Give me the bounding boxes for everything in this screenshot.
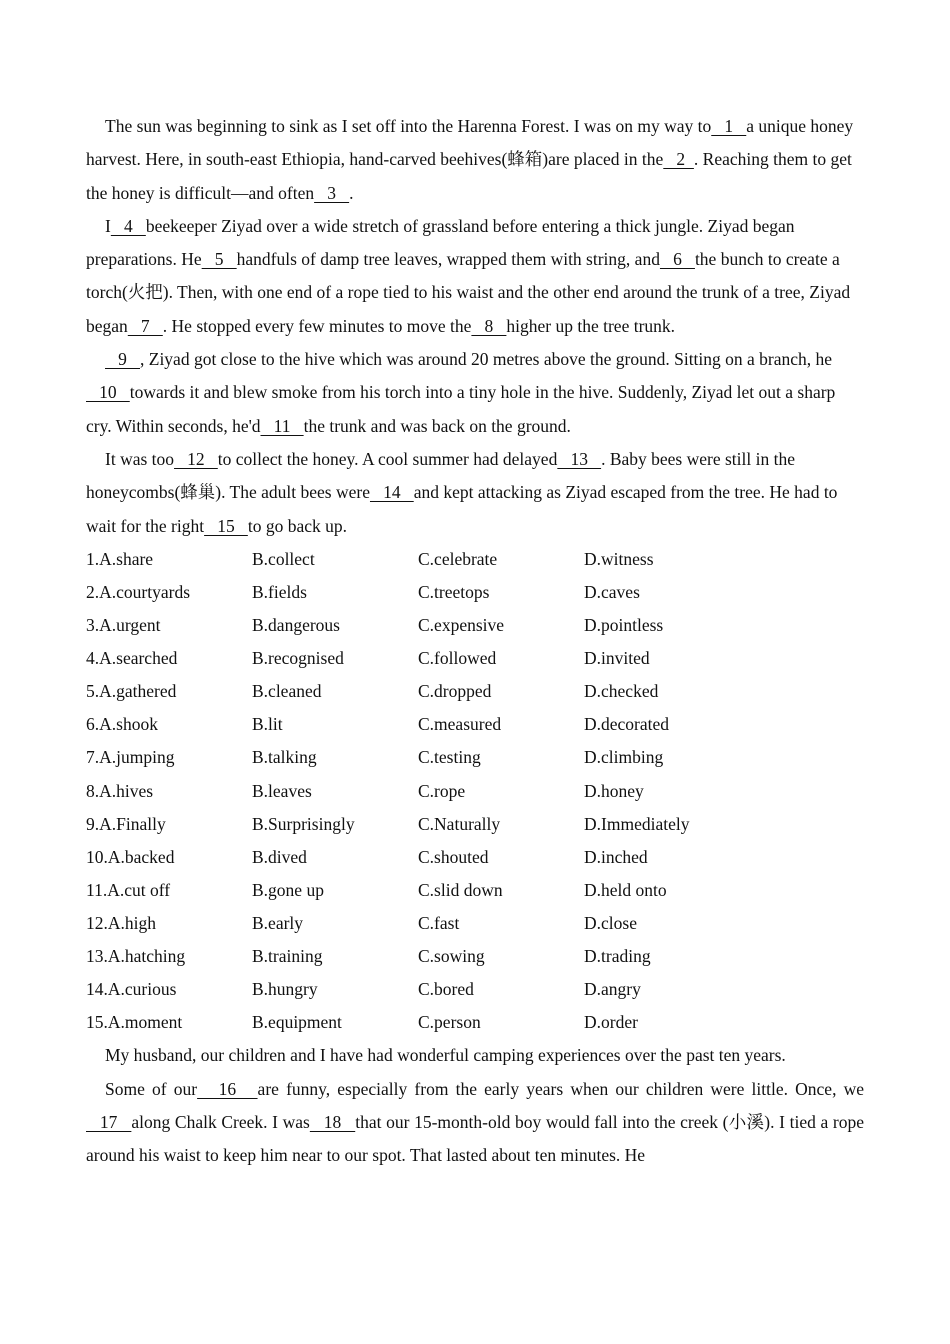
passage1-paragraph-1 bbox=[86, 110, 864, 210]
answer-blank: 16 bbox=[197, 1078, 258, 1099]
passage-text: . Reaching them to get the honey is difficult—and often bbox=[86, 149, 852, 203]
option-row-15 bbox=[86, 1006, 864, 1039]
option-choice: B.early bbox=[252, 912, 304, 933]
option-choice: D.inched bbox=[584, 846, 648, 867]
option-row-14 bbox=[86, 973, 864, 1006]
option-choice: D.Immediately bbox=[584, 813, 690, 834]
option-choice: 1.A.share bbox=[86, 548, 154, 569]
passage-text: that our 15-month-old boy would fall into the creek (小溪). I tied a rope around his waist to keep him near to our spot. That lasted about ten minutes. He bbox=[86, 1111, 864, 1166]
option-choice: D.close bbox=[584, 912, 637, 933]
option-choice: C.testing bbox=[418, 747, 481, 768]
option-choice: C.person bbox=[418, 1012, 481, 1033]
option-choice: D.climbing bbox=[584, 747, 664, 768]
option-choice: C.celebrate bbox=[418, 548, 498, 569]
option-choice: 3.A.urgent bbox=[86, 615, 161, 636]
option-row-1 bbox=[86, 543, 864, 576]
option-choice: B.equipment bbox=[252, 1012, 342, 1033]
passage-harenna-forest bbox=[86, 110, 864, 543]
passage-text: are funny, especially from the early years when our children were little. Once, we bbox=[257, 1078, 865, 1099]
option-choice: C.shouted bbox=[418, 846, 489, 867]
answer-blank: 2 bbox=[663, 149, 694, 170]
option-choice: 4.A.searched bbox=[86, 648, 178, 669]
passage-text: handfuls of damp tree leaves, wrapped them with string, and bbox=[236, 249, 660, 270]
passage2-paragraph-1 bbox=[86, 1073, 864, 1173]
option-choice: 2.A.courtyards bbox=[86, 581, 191, 602]
option-choice: C.fast bbox=[418, 912, 460, 933]
option-choice: C.measured bbox=[418, 714, 502, 735]
option-row-9 bbox=[86, 808, 864, 841]
option-choice: B.lit bbox=[252, 714, 283, 735]
option-choice: B.fields bbox=[252, 581, 307, 602]
answer-blank: 11 bbox=[260, 415, 304, 436]
passage-text: higher up the tree trunk. bbox=[506, 315, 676, 336]
passage-text: and kept attacking as Ziyad escaped from the tree. He had to wait for the right bbox=[86, 482, 838, 536]
option-choice: 9.A.Finally bbox=[86, 813, 166, 834]
answer-blank: 15 bbox=[204, 515, 248, 536]
option-choice: B.collect bbox=[252, 548, 315, 569]
option-choice: D.decorated bbox=[584, 714, 670, 735]
answer-blank: 8 bbox=[471, 315, 507, 336]
option-choice: C.followed bbox=[418, 648, 497, 669]
options-list bbox=[86, 543, 864, 1039]
option-choice: B.dangerous bbox=[252, 615, 340, 636]
option-choice: D.trading bbox=[584, 945, 651, 966]
option-choice: 14.A.curious bbox=[86, 979, 177, 1000]
passage-text: It was too bbox=[105, 448, 175, 469]
option-choice: D.pointless bbox=[584, 615, 664, 636]
option-choice: B.recognised bbox=[252, 648, 344, 669]
option-row-8 bbox=[86, 775, 864, 808]
option-choice: D.honey bbox=[584, 780, 644, 801]
option-choice: 10.A.backed bbox=[86, 846, 175, 867]
passage-text: . Baby bees were still in the honeycombs(蜂巢). The adult bees were bbox=[86, 448, 795, 503]
option-choice: 12.A.high bbox=[86, 912, 156, 933]
option-choice: B.leaves bbox=[252, 780, 312, 801]
option-choice: 13.A.hatching bbox=[86, 945, 186, 966]
passage-text: . bbox=[349, 182, 354, 203]
answer-blank: 10 bbox=[86, 382, 130, 403]
passage-text: a unique honey harvest. Here, in south-east Ethiopia, hand-carved beehives(蜂箱)are placed in the bbox=[86, 116, 854, 170]
option-choice: 8.A.hives bbox=[86, 780, 154, 801]
option-row-5 bbox=[86, 675, 864, 708]
option-choice: D.checked bbox=[584, 681, 659, 702]
passage1-paragraph-2 bbox=[86, 210, 864, 343]
option-choice: D.invited bbox=[584, 648, 650, 669]
worksheet-page bbox=[86, 110, 864, 1172]
option-row-4 bbox=[86, 642, 864, 675]
option-row-12 bbox=[86, 907, 864, 940]
answer-blank: 4 bbox=[110, 215, 146, 236]
passage1-paragraph-4 bbox=[86, 443, 864, 543]
passage-text: Some of our bbox=[105, 1078, 198, 1099]
passage-text: beekeeper Ziyad over a wide stretch of grassland before entering a thick jungle. Ziyad began preparations. He bbox=[86, 215, 795, 270]
option-row-11 bbox=[86, 874, 864, 907]
option-row-3 bbox=[86, 609, 864, 642]
answer-blank: 13 bbox=[557, 448, 602, 469]
option-row-13 bbox=[86, 940, 864, 973]
option-choice: C.treetops bbox=[418, 581, 490, 602]
option-choice: C.dropped bbox=[418, 681, 492, 702]
passage-text: the bunch to create a torch(火把). Then, with one end of a rope tied to his waist and the other end around the trunk of a tree, Ziyad began bbox=[86, 249, 851, 336]
answer-blank: 3 bbox=[314, 182, 350, 203]
passage-text: the trunk and was back on the ground. bbox=[303, 415, 571, 436]
option-choice: B.cleaned bbox=[252, 681, 322, 702]
option-choice: C.bored bbox=[418, 979, 474, 1000]
option-choice: 15.A.moment bbox=[86, 1012, 183, 1033]
answer-blank: 17 bbox=[86, 1111, 132, 1132]
answer-blank: 14 bbox=[369, 482, 414, 503]
passage-text: to go back up. bbox=[247, 515, 347, 536]
option-choice: D.angry bbox=[584, 979, 641, 1000]
answer-blank: 7 bbox=[127, 315, 163, 336]
option-choice: 7.A.jumping bbox=[86, 747, 175, 768]
answer-blank: 12 bbox=[174, 448, 218, 469]
option-choice: D.witness bbox=[584, 548, 654, 569]
option-choice: C.expensive bbox=[418, 615, 505, 636]
option-choice: 6.A.shook bbox=[86, 714, 158, 735]
option-choice: D.held onto bbox=[584, 879, 667, 900]
option-row-6 bbox=[86, 708, 864, 741]
option-choice: 11.A.cut off bbox=[86, 879, 171, 900]
option-choice: B.gone up bbox=[252, 879, 324, 900]
passage-text: towards it and blew smoke from his torch into a tiny hole in the hive. Suddenly, Ziyad let out a sharp cry. Within seconds, he'd bbox=[86, 382, 836, 436]
passage1-paragraph-3 bbox=[86, 343, 864, 443]
option-choice: C.rope bbox=[418, 780, 466, 801]
option-row-7 bbox=[86, 741, 864, 774]
answer-blank: 5 bbox=[201, 249, 237, 270]
option-choice: B.dived bbox=[252, 846, 307, 867]
answer-blank: 9 bbox=[105, 349, 140, 370]
passage-text: I bbox=[105, 215, 111, 236]
option-choice: B.training bbox=[252, 945, 323, 966]
passage-text: . He stopped every few minutes to move the bbox=[162, 315, 472, 336]
passage-camping bbox=[86, 1073, 864, 1173]
passage2-intro: My husband, our children and I have had wonderful camping experiences over the past ten years. bbox=[105, 1045, 786, 1066]
answer-blank: 1 bbox=[711, 116, 747, 136]
passage-text: along Chalk Creek. I was bbox=[131, 1111, 310, 1132]
option-choice: 5.A.gathered bbox=[86, 681, 177, 702]
option-choice: B.Surprisingly bbox=[252, 813, 355, 834]
option-choice: C.sowing bbox=[418, 945, 485, 966]
option-choice: D.caves bbox=[584, 581, 640, 602]
passage-text: to collect the honey. A cool summer had delayed bbox=[217, 448, 558, 469]
option-choice: D.order bbox=[584, 1012, 638, 1033]
answer-blank: 18 bbox=[309, 1111, 356, 1132]
option-choice: C.Naturally bbox=[418, 813, 501, 834]
option-choice: B.talking bbox=[252, 747, 317, 768]
option-choice: C.slid down bbox=[418, 879, 503, 900]
option-row-10 bbox=[86, 841, 864, 874]
passage-text: , Ziyad got close to the hive which was around 20 metres above the ground. Sitting on a branch, he bbox=[140, 349, 833, 370]
option-choice: B.hungry bbox=[252, 979, 318, 1000]
option-row-2 bbox=[86, 576, 864, 609]
answer-blank: 6 bbox=[659, 249, 695, 270]
passage-text: The sun was beginning to sink as I set off into the Harenna Forest. I was on my way to bbox=[105, 116, 712, 136]
